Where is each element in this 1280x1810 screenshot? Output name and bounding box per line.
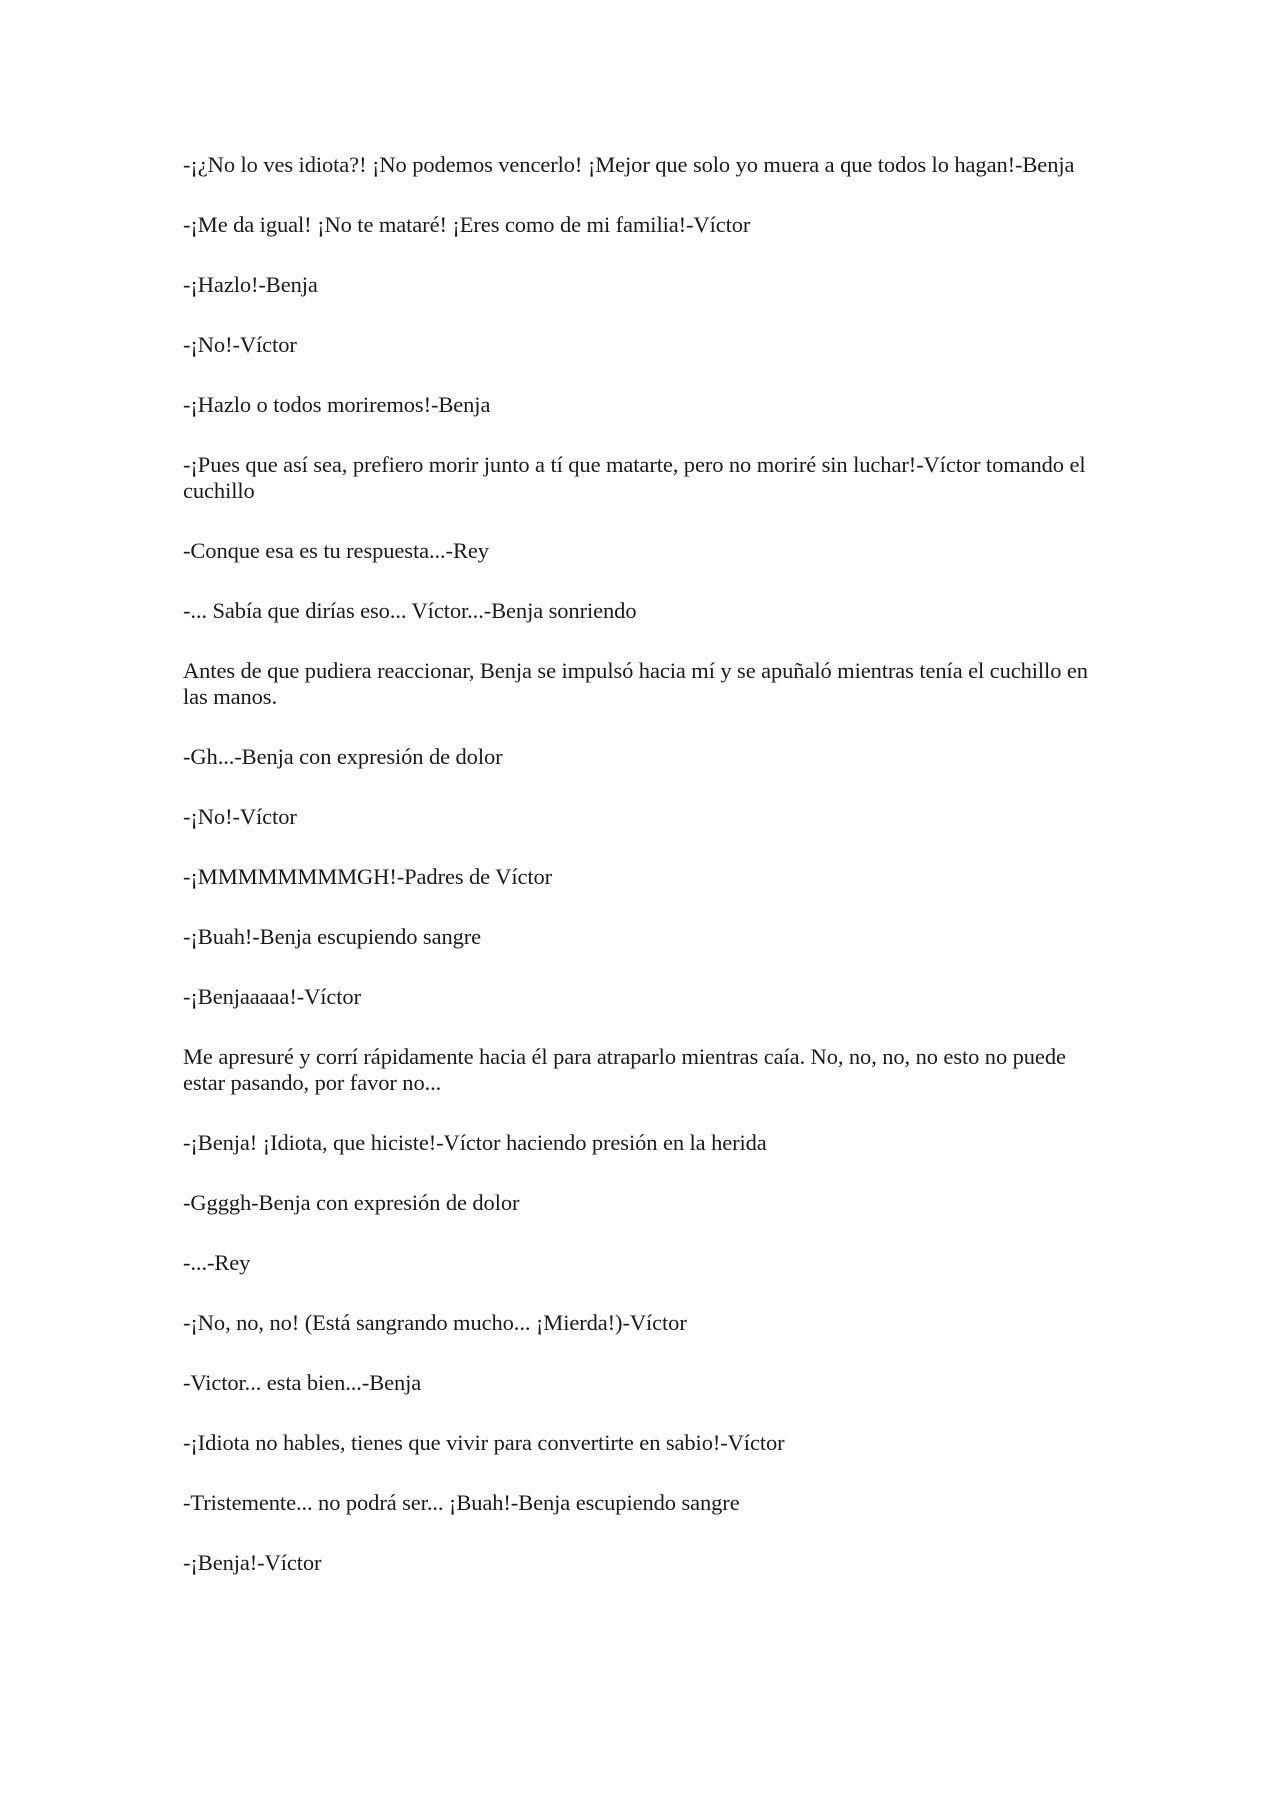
paragraph: -¡¿No lo ves idiota?! ¡No podemos vencerlo! ¡Mejor que solo yo muera a que todos lo hagan!-Benja bbox=[183, 152, 1075, 177]
paragraph: -¡Benja!-Víctor bbox=[183, 1550, 322, 1575]
paragraph: Me apresuré y corrí rápidamente hacia él para atraparlo mientras caía. No, no, no, no esto no puede estar pasando, por favor no... bbox=[183, 1044, 1066, 1095]
paragraph: Antes de que pudiera reaccionar, Benja se impulsó hacia mí y se apuñaló mientras tenía el cuchillo en las manos. bbox=[183, 658, 1088, 709]
paragraph: -¡Buah!-Benja escupiendo sangre bbox=[183, 924, 482, 949]
paragraph: -Conque esa es tu respuesta...-Rey bbox=[183, 538, 489, 563]
paragraph: -¡Hazlo!-Benja bbox=[183, 272, 318, 297]
paragraph: -¡Idiota no hables, tienes que vivir para convertirte en sabio!-Víctor bbox=[183, 1430, 785, 1455]
paragraph: -¡Pues que así sea, prefiero morir junto a tí que matarte, pero no moriré sin luchar!-Víctor tomando el cuchillo bbox=[183, 452, 1086, 503]
paragraph: -¡Me da igual! ¡No te mataré! ¡Eres como de mi familia!-Víctor bbox=[183, 212, 751, 237]
paragraph: -Gh...-Benja con expresión de dolor bbox=[183, 744, 503, 769]
paragraph: -...-Rey bbox=[183, 1250, 251, 1275]
paragraph: -¡No!-Víctor bbox=[183, 332, 297, 357]
paragraph: -... Sabía que dirías eso... Víctor...-Benja sonriendo bbox=[183, 598, 637, 623]
paragraph: -¡Benja! ¡Idiota, que hiciste!-Víctor haciendo presión en la herida bbox=[183, 1130, 767, 1155]
document-page bbox=[183, 152, 1103, 1610]
paragraph: -Tristemente... no podrá ser... ¡Buah!-Benja escupiendo sangre bbox=[183, 1490, 740, 1515]
paragraph: -¡Benjaaaaa!-Víctor bbox=[183, 984, 361, 1009]
paragraph: -¡MMMMMMMMGH!-Padres de Víctor bbox=[183, 864, 553, 889]
paragraph: -¡No!-Víctor bbox=[183, 804, 297, 829]
paragraph: -Victor... esta bien...-Benja bbox=[183, 1370, 422, 1395]
paragraph: -Ggggh-Benja con expresión de dolor bbox=[183, 1190, 520, 1215]
paragraph: -¡Hazlo o todos moriremos!-Benja bbox=[183, 392, 491, 417]
paragraph: -¡No, no, no! (Está sangrando mucho... ¡Mierda!)-Víctor bbox=[183, 1310, 687, 1335]
